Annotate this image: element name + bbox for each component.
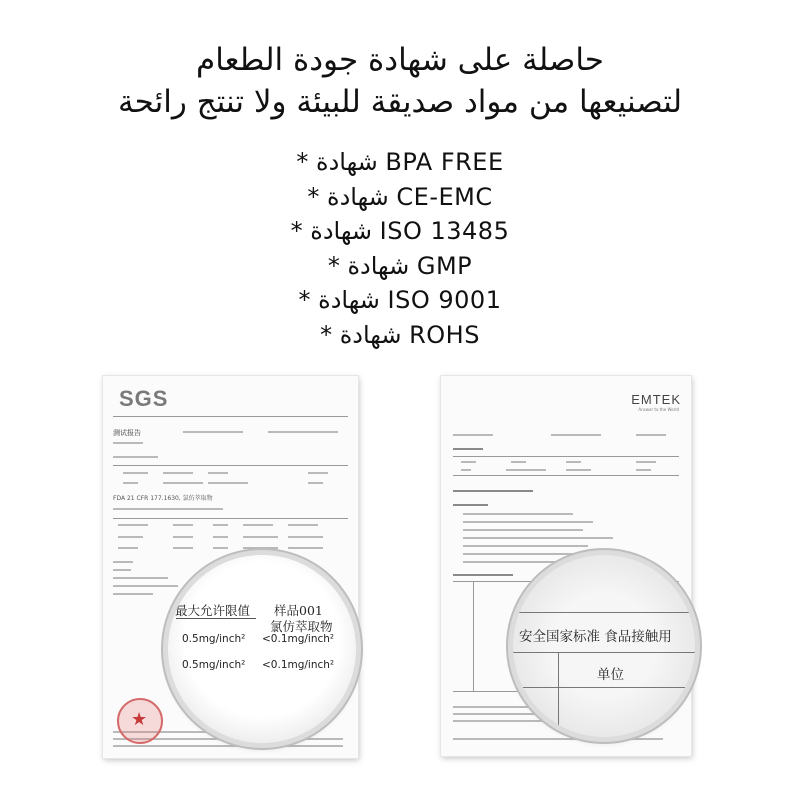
lens-limit-row-1: 0.5mg/inch² [182,633,246,645]
section-heading: FDA 21 CFR 177.1630, 氯仿萃取物 [113,495,213,502]
headline-line-1: حاصلة على شهادة جودة الطعام [196,42,604,78]
lens-limit-row-2: 0.5mg/inch² [182,659,246,671]
certificate-item-iso-9001: * شهادة ISO 9001 [298,286,502,314]
certificate-item-iso-13485: * شهادة ISO 13485 [290,217,510,245]
lens-limit-header: 最大允许限值 [175,603,251,618]
lens-sample-subheader: 氯仿萃取物 [270,619,333,634]
certificate-list [0,145,800,352]
red-seal-stamp [117,698,163,744]
sgs-magnifier-lens [168,555,356,743]
star-icon: ★ [131,709,148,730]
certificate-item-gmp: * شهادة GMP [327,251,473,280]
report-title: 测试报告 [113,429,141,437]
lens-standard-text: 安全国家标准 食品接触用 [519,629,672,645]
certificate-item-bpa-free: * شهادة BPA FREE [296,148,504,176]
divider [113,416,348,417]
lens-result-row-2: <0.1mg/inch² [262,659,335,671]
lens-sample-header: 样品001 [274,603,323,618]
certificate-item-rohs: * شهادة ROHS [320,320,480,349]
emtek-logo: EMTEK [631,392,681,407]
certificate-item-ce-emc: * شهادة CE-EMC [307,182,493,211]
lens-unit-text: 单位 [597,667,624,683]
lens-result-row-1: <0.1mg/inch² [262,633,335,645]
sgs-logo: SGS [119,386,169,411]
headline-line-2: لتصنيعها من مواد صديقة للبيئة ولا تنتج رائحة [117,84,683,120]
emtek-tagline: Answer to the World [638,407,679,412]
emtek-magnifier-lens [513,555,695,737]
